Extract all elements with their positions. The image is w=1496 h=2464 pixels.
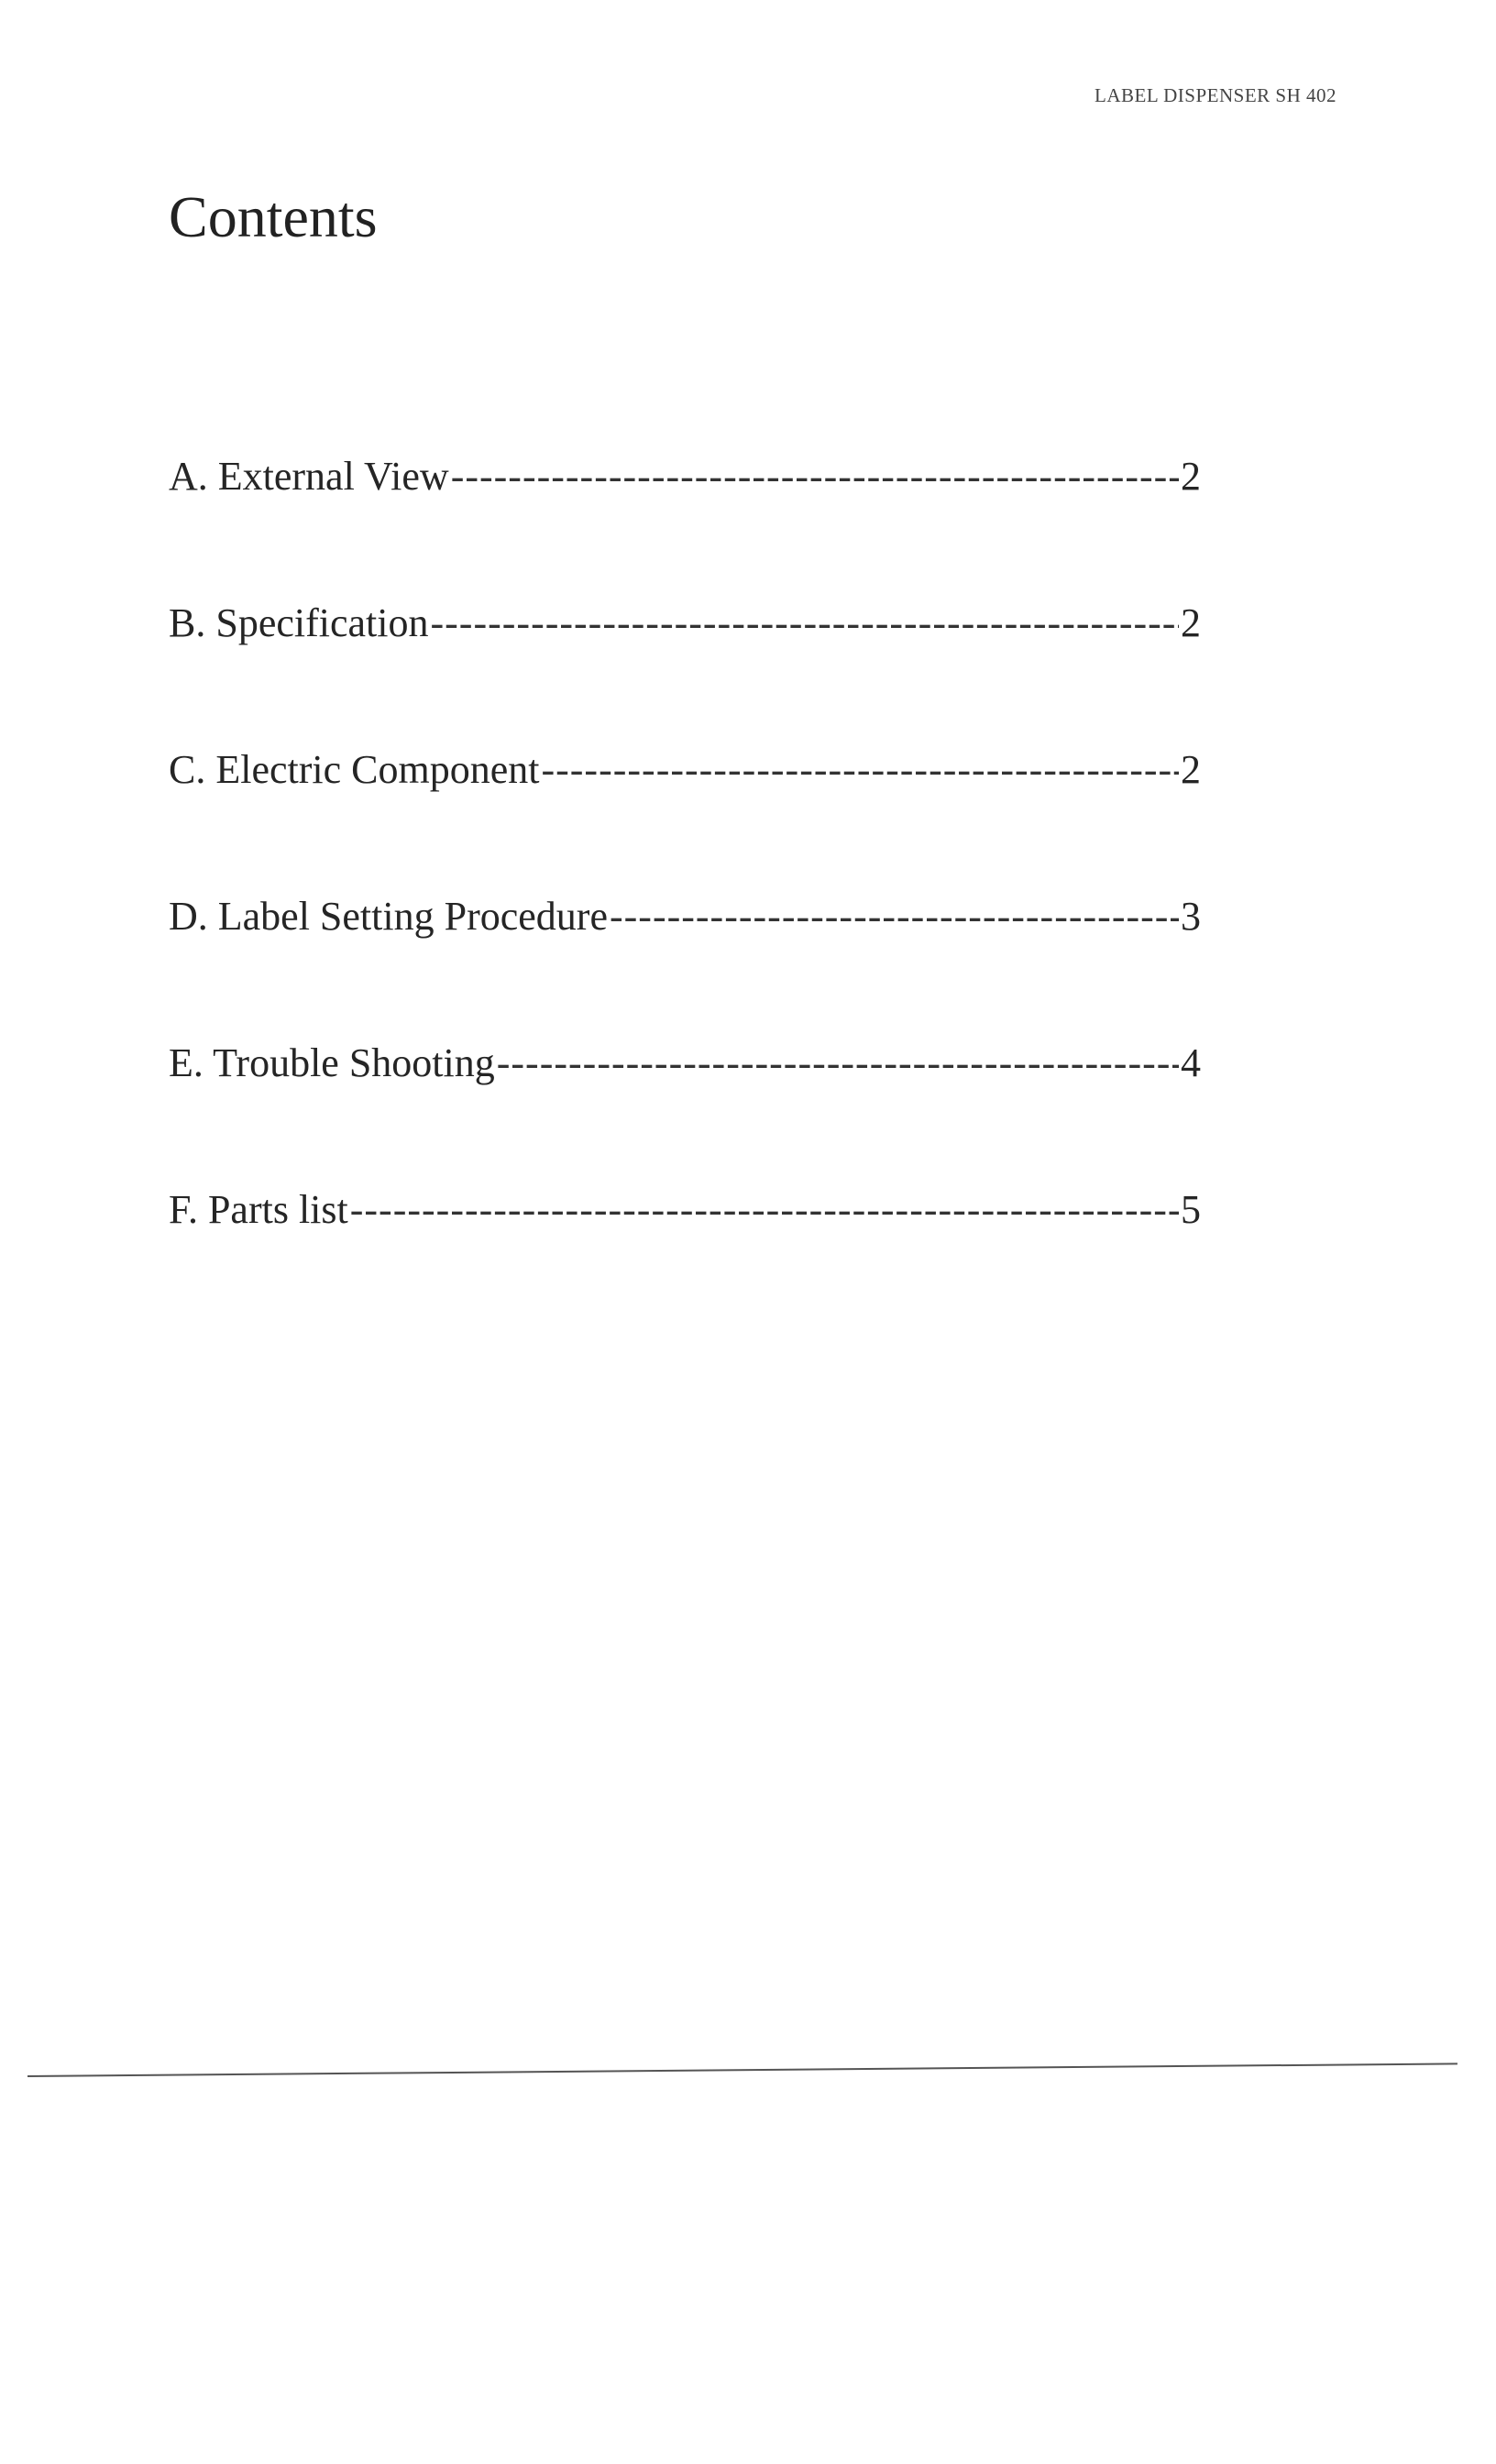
toc-dot-leader (350, 1173, 1179, 1247)
toc-entry-label: B. Specification (169, 600, 429, 645)
toc-entry-page-number: 5 (1181, 1187, 1201, 1232)
toc-entry-page-number: 2 (1181, 747, 1201, 792)
toc-entry-label: C. Electric Component (169, 747, 540, 792)
toc-entry-page-number: 3 (1181, 894, 1201, 939)
toc-entry-label: D. Label Setting Procedure (169, 894, 608, 939)
toc-entry-external-view[interactable] (169, 440, 1201, 587)
toc-dot-leader (610, 880, 1179, 953)
toc-entry-page-number: 4 (1181, 1040, 1201, 1085)
toc-entry-parts-list[interactable] (169, 1173, 1201, 1320)
toc-dot-leader (497, 1027, 1179, 1100)
toc-entry-page-number: 2 (1181, 600, 1201, 645)
toc-dot-leader (431, 587, 1180, 660)
page-title: Contents (169, 184, 378, 249)
toc-entry-electric-component[interactable] (169, 733, 1201, 880)
page-bottom-rule (28, 2062, 1458, 2077)
table-of-contents (169, 440, 1201, 1320)
toc-entry-label: A. External View (169, 454, 449, 499)
toc-dot-leader (451, 440, 1179, 513)
toc-entry-trouble-shooting[interactable] (169, 1027, 1201, 1173)
toc-entry-label: E. Trouble Shooting (169, 1040, 495, 1085)
toc-entry-specification[interactable] (169, 587, 1201, 733)
toc-entry-page-number: 2 (1181, 454, 1201, 499)
running-header: LABEL DISPENSER SH 402 (1094, 84, 1336, 106)
toc-entry-label: F. Parts list (169, 1187, 348, 1232)
toc-dot-leader (541, 733, 1179, 807)
toc-entry-label-setting-procedure[interactable] (169, 880, 1201, 1027)
